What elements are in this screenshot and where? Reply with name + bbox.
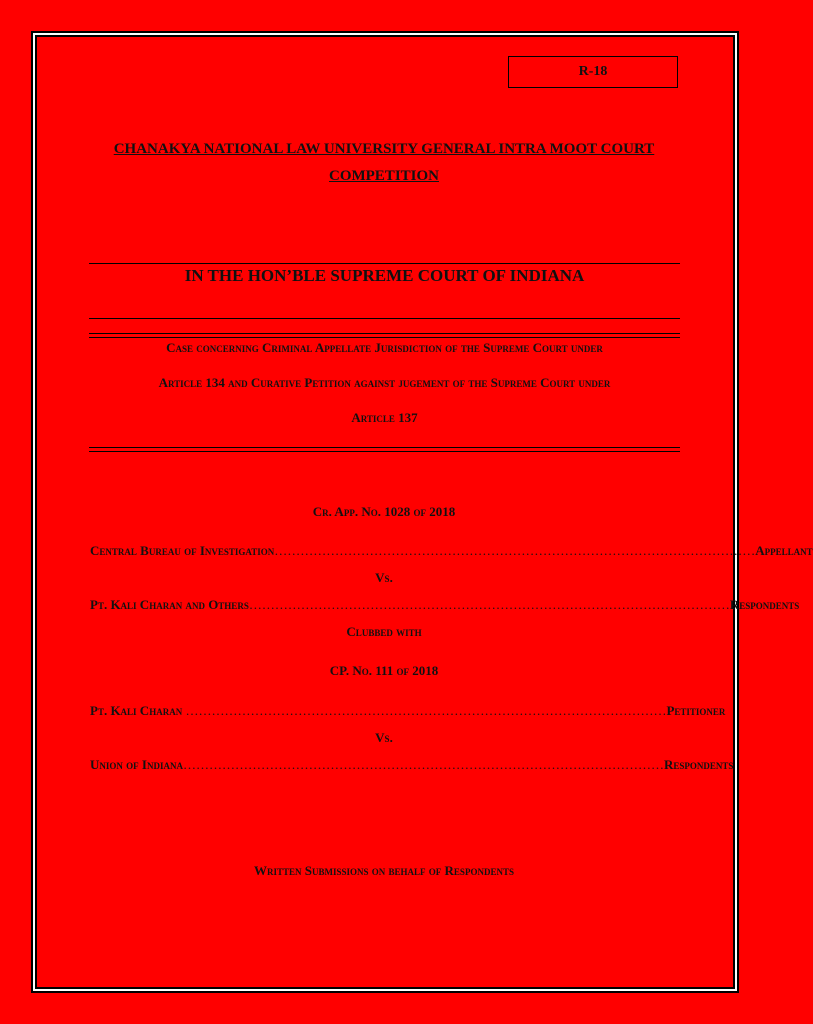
petition-respondents-name: Union of Indiana [90,757,183,772]
case-rule-bottom-1 [89,447,680,448]
petition-respondents-leader-dots: ………………………………………………………………………………………………… [182,757,664,772]
appeal-versus: Vs. [375,570,393,585]
appeal-number: Cr. App. No. 1028 of 2018 [312,504,456,519]
appeal-respondents-leader-dots: ………………………………………………………………………………………………… [248,597,730,612]
appeal-respondents-name: Pt. Kali Charan and Others [90,597,249,612]
petitioner-name: Pt. Kali Charan [90,703,183,718]
case-concerning-line-1: Case concerning Criminal Appellate Jurisdiction of the Supreme Court under [166,340,603,355]
petition-number: CP. No. 111 of 2018 [329,663,439,678]
appellant-leader-dots: ………………………………………………………………………………………………… [274,543,756,558]
case-rule-bottom-2 [89,451,680,452]
petitioner-line [90,703,726,719]
court-rule-bottom [89,318,680,319]
clubbed-with: Clubbed with [346,624,422,639]
appellant-role: Appellant [755,543,813,558]
petitioner-leader-dots: ………………………………………………………………………………………………… [182,703,667,718]
memorial-code-box [508,56,678,88]
petition-respondents-role: Respondents [663,757,734,772]
petition-respondents-line [90,757,734,773]
appellant-line [90,543,813,559]
competition-title-line-1: CHANAKYA NATIONAL LAW UNIVERSITY GENERAL INTRA MOOT COURT [113,141,655,157]
competition-title-line-2: COMPETITION [328,168,439,184]
case-concerning-line-2: Article 134 and Curative Petition against jugement of the Supreme Court under [158,375,611,390]
appeal-respondents-line [90,597,800,613]
case-concerning-line-3: Article 137 [351,410,418,425]
written-submissions-title: Written Submissions on behalf of Respondents [254,863,514,878]
memorial-code: R-18 [578,64,608,79]
appeal-respondents-role: Respondents [729,597,800,612]
petitioner-role: Petitioner [666,703,726,718]
case-rule-top-1 [89,333,680,334]
case-rule-top-2 [89,337,680,338]
competition-title [90,136,678,190]
appellant-name: Central Bureau of Investigation [90,543,275,558]
court-title: IN THE HON’BLE SUPREME COURT OF INDIANA [184,266,585,285]
petition-versus: Vs. [375,730,393,745]
